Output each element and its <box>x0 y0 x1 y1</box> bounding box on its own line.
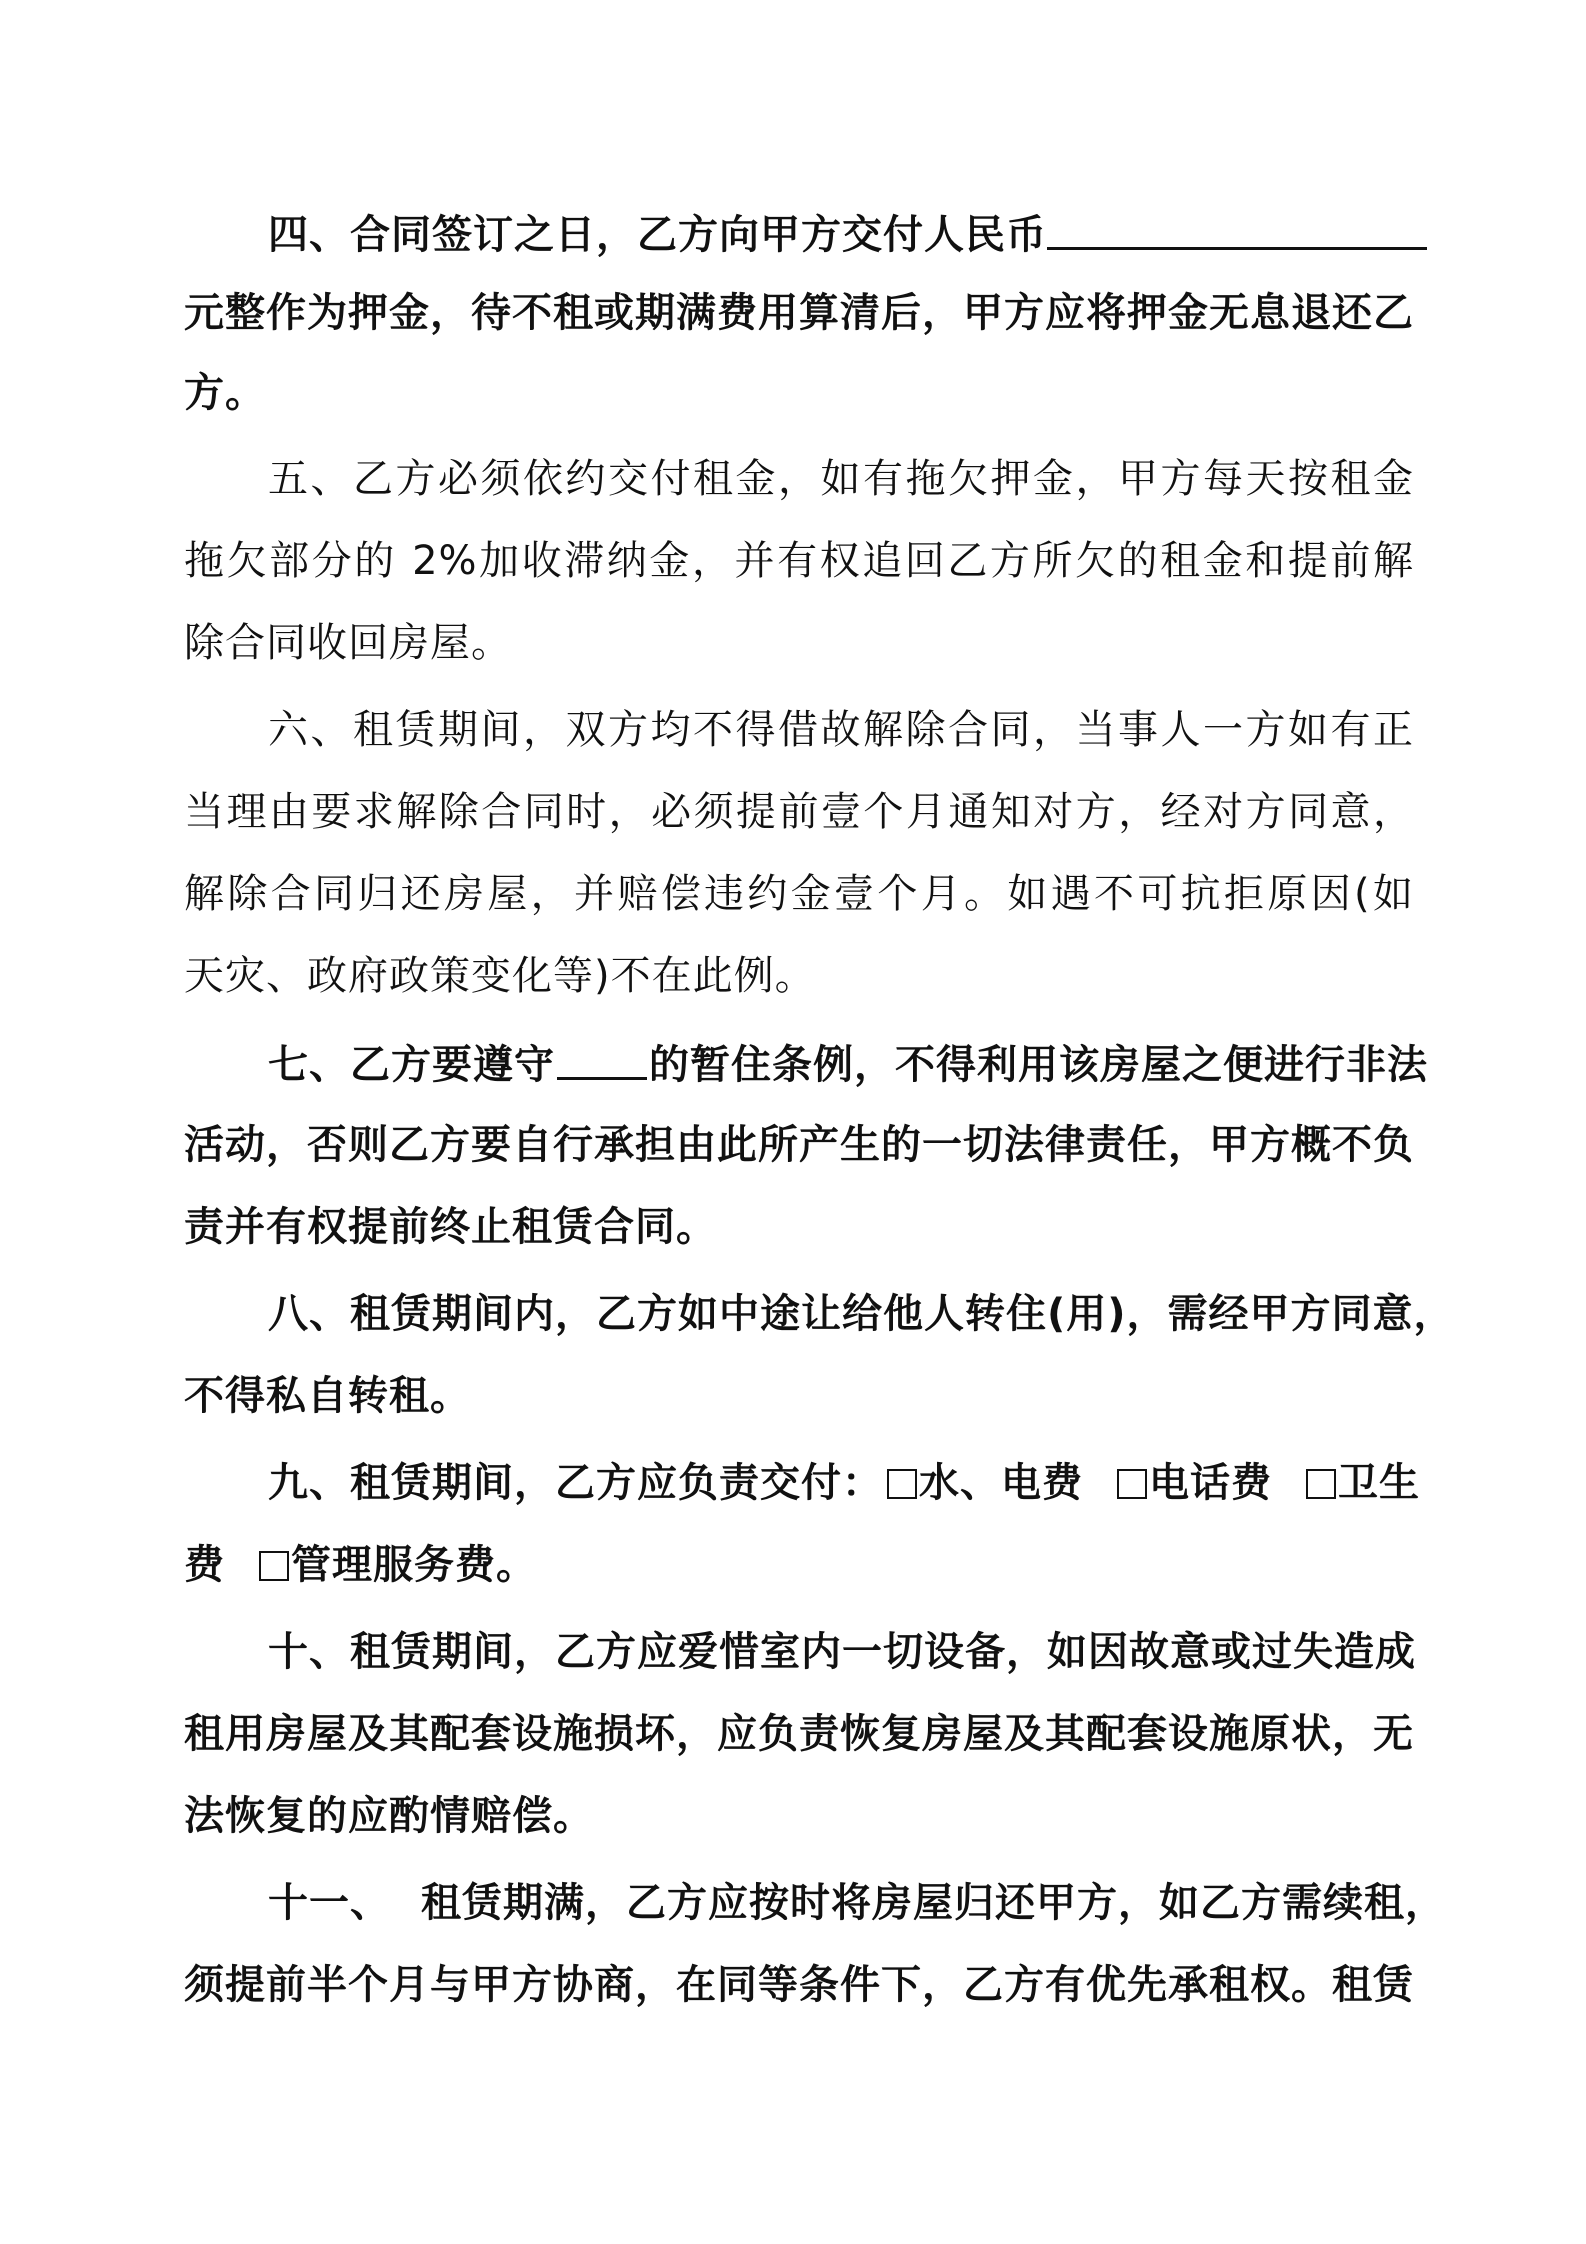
management-fee-label: 管理服务费。 <box>291 1542 537 1588</box>
clause-9-line-2 <box>184 1539 1414 1591</box>
clause-5-line-1: 五、乙方必须依约交付租金，如有拖欠押金，甲方每天按租金 <box>268 456 1414 502</box>
clause-6-line-2: 当理由要求解除合同时，必须提前壹个月通知对方，经对方同意， <box>184 789 1414 835</box>
clause-11-line-2: 须提前半个月与甲方协商，在同等条件下，乙方有优先承租权。租赁 <box>184 1962 1414 2008</box>
phone-fee-label: 电话费 <box>1149 1460 1272 1506</box>
clause-10-line-1: 十、租赁期间，乙方应爱惜室内一切设备，如因故意或过失造成 <box>268 1629 1416 1675</box>
management-fee-checkbox[interactable] <box>259 1551 289 1581</box>
clause-4-text: 四、合同签订之日，乙方向甲方交付人民币 <box>268 212 1047 258</box>
clause-4-line-1 <box>268 207 1414 259</box>
clause-6-line-4: 天灾、政府政策变化等)不在此例。 <box>184 953 816 999</box>
clause-7-text-a: 七、乙方要遵守 <box>268 1042 555 1088</box>
clause-9-line-1 <box>268 1457 1420 1509</box>
clause-11-number: 十一、 <box>268 1880 391 1926</box>
deposit-amount-blank <box>1047 207 1427 250</box>
clause-9-text: 九、租赁期间，乙方应负责交付： <box>268 1460 883 1506</box>
clause-4-line-3: 方。 <box>184 370 266 416</box>
clause-10-line-3: 法恢复的应酌情赔偿。 <box>184 1793 594 1839</box>
clause-5-line-3: 除合同收回房屋。 <box>184 620 512 666</box>
clause-8-line-1: 八、租赁期间内，乙方如中途让给他人转住(用)，需经甲方同意， <box>268 1291 1455 1337</box>
clause-11-line-1 <box>268 1877 1446 1929</box>
water-electricity-label: 水、电费 <box>919 1460 1083 1506</box>
clause-5-line-2: 拖欠部分的 2%加收滞纳金，并有权追回乙方所欠的租金和提前解 <box>184 538 1414 584</box>
clause-6-line-1: 六、租赁期间，双方均不得借故解除合同，当事人一方如有正 <box>268 707 1414 753</box>
clause-4-line-2: 元整作为押金，待不租或期满费用算清后，甲方应将押金无息退还乙 <box>184 290 1414 336</box>
sanitation-fee-label: 卫生 <box>1338 1460 1420 1506</box>
clause-11-text: 租赁期满，乙方应按时将房屋归还甲方，如乙方需续租， <box>421 1880 1446 1926</box>
clause-7-line-3: 责并有权提前终止租赁合同。 <box>184 1204 717 1250</box>
clause-7-line-1 <box>268 1037 1428 1089</box>
clause-8-line-2: 不得私自转租。 <box>184 1373 471 1419</box>
regulation-location-blank <box>557 1037 647 1080</box>
phone-fee-checkbox[interactable] <box>1117 1469 1147 1499</box>
sanitation-fee-label-cont: 费 <box>184 1542 225 1588</box>
clause-10-line-2: 租用房屋及其配套设施损坏，应负责恢复房屋及其配套设施原状，无 <box>184 1711 1414 1757</box>
water-electricity-checkbox[interactable] <box>887 1469 917 1499</box>
clause-6-line-3: 解除合同归还房屋，并赔偿违约金壹个月。如遇不可抗拒原因(如 <box>184 871 1414 917</box>
clause-7-line-2: 活动，否则乙方要自行承担由此所产生的一切法律责任，甲方概不负 <box>184 1122 1414 1168</box>
sanitation-fee-checkbox[interactable] <box>1306 1469 1336 1499</box>
clause-7-text-b: 的暂住条例，不得利用该房屋之便进行非法 <box>649 1042 1428 1088</box>
